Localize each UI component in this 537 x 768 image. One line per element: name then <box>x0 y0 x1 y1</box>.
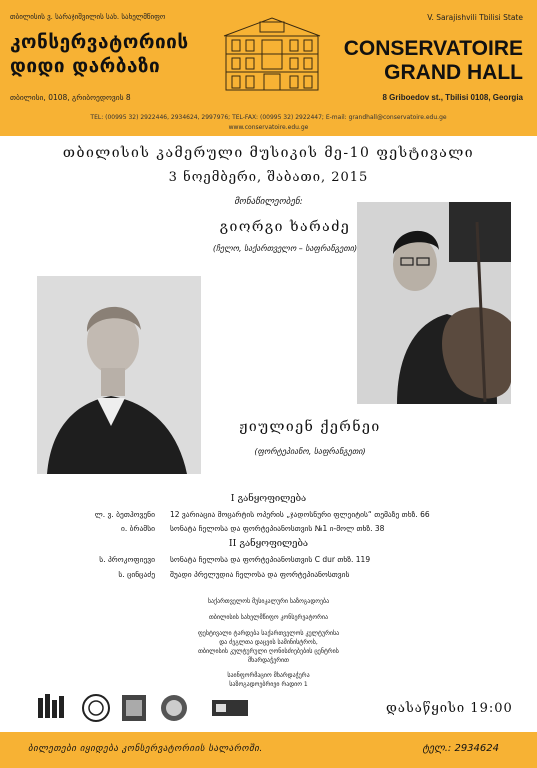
organizer-line: საქართველოს მუსიკალური საზოგადოება <box>207 598 330 605</box>
header-banner <box>0 0 537 136</box>
building-illustration <box>220 14 324 94</box>
work-title: სონატა ჩელოსა და ფორტეპიანოსთვის №1 ი-მოლ თხზ. 38 <box>170 524 385 533</box>
performer-cellist-name: გიორგი ხარაძე <box>219 219 351 235</box>
pianist-photo <box>37 276 201 474</box>
venue-title-en-line1: CONSERVATOIRE <box>343 37 523 60</box>
cellist-photo <box>357 202 511 404</box>
program-part-1-heading: I განყოფილება <box>230 493 307 504</box>
support-line: მხარდაჭერით <box>248 657 289 664</box>
website-link[interactable]: www.conservatoire.edu.ge <box>228 124 309 131</box>
address-en: 8 Griboedov st., Tbilisi 0108, Georgia <box>382 93 523 102</box>
media-support-line: საზოგადოებრივი რადიო 1 <box>229 681 308 688</box>
sponsor-logos <box>36 692 276 724</box>
work-title: 12 ვარიაცია მოცარტის ოპერის „ჯადოსნური ფლეიტის“ თემაზე თხზ. 66 <box>170 510 430 519</box>
work-title: სონატა ჩელოსა და ფორტეპიანოსთვის C dur თხზ. 119 <box>170 555 371 564</box>
ticket-info: ბილეთები იყიდება კონსერვატორიის სალაროში. <box>28 744 263 754</box>
venue-title-ka <box>10 30 189 78</box>
contact-line: TEL: (00995 32) 2922446, 2934624, 2997976; TEL-FAX: (00995 32) 2922447; E-mail: grandhall@conservatoire.edu.ge <box>90 114 447 121</box>
performer-pianist-role: (ფორტეპიანო, საფრანგეთი) <box>254 447 366 456</box>
address-ka: თბილისი, 0108, გრიბოედოვის 8 <box>10 93 131 102</box>
program-part-2-heading: II განყოფილება <box>228 538 309 549</box>
festival-title: თბილისის კამერული მუსიკის მე-10 ფესტივალი <box>62 145 475 161</box>
conservatoire-seal-logo <box>83 695 109 721</box>
event-date: 3 ნოემბერი, შაბათი, 2015 <box>168 170 369 185</box>
composer-name: ს. ცინცაძე <box>118 570 155 579</box>
performer-pianist-name: ჟიულიენ ქერნეი <box>239 419 381 435</box>
support-line: თბილისის კულტურული ღონისძიებების ცენტრის <box>198 648 339 655</box>
composer-name: ს. პროკოფიევი <box>99 555 155 564</box>
venue-title-en <box>344 37 523 85</box>
ministry-logo <box>122 695 146 721</box>
composer-name: ი. ბრამსი <box>120 524 155 533</box>
footer-banner <box>0 732 537 768</box>
institution-subtitle-en: V. Sarajishvili Tbilisi State <box>427 13 523 22</box>
support-line: და ძეგლთა დაცვის სამინისტროს, <box>219 639 318 646</box>
composer-name: ლ. ვ. ბეთჰოვენი <box>94 510 155 519</box>
ticket-phone: ტელ.: 2934624 <box>422 743 499 754</box>
venue-title-en-line2: GRAND HALL <box>384 61 523 84</box>
work-title: შუადი პრელუდია ჩელოსა და ფორტეპიანოსთვის <box>170 570 350 579</box>
city-emblem-logo <box>161 695 187 721</box>
participants-label: მონაწილეობენ: <box>234 197 303 207</box>
start-time: დასაწყისი 19:00 <box>386 701 513 716</box>
performer-cellist-role: (ჩელო, საქართველო – საფრანგეთი) <box>212 244 358 253</box>
organizer-line: თბილისის სახელმწიფო კონსერვატორია <box>208 614 329 621</box>
institution-subtitle-ka: თბილისის ვ. სარაჯიშვილის სახ. სახელმწიფო <box>10 13 166 21</box>
quartet-logo <box>38 694 64 718</box>
media-support-line: საინფორმაციო მხარდაჭერა <box>227 672 310 679</box>
venue-title-ka-line1: კონსერვატორიის <box>10 31 189 53</box>
support-line: ფესტივალი ტარდება საქართველოს კულტურისა <box>197 630 340 637</box>
radio-logo <box>212 700 248 716</box>
venue-title-ka-line2: დიდი დარბაზი <box>10 55 161 77</box>
